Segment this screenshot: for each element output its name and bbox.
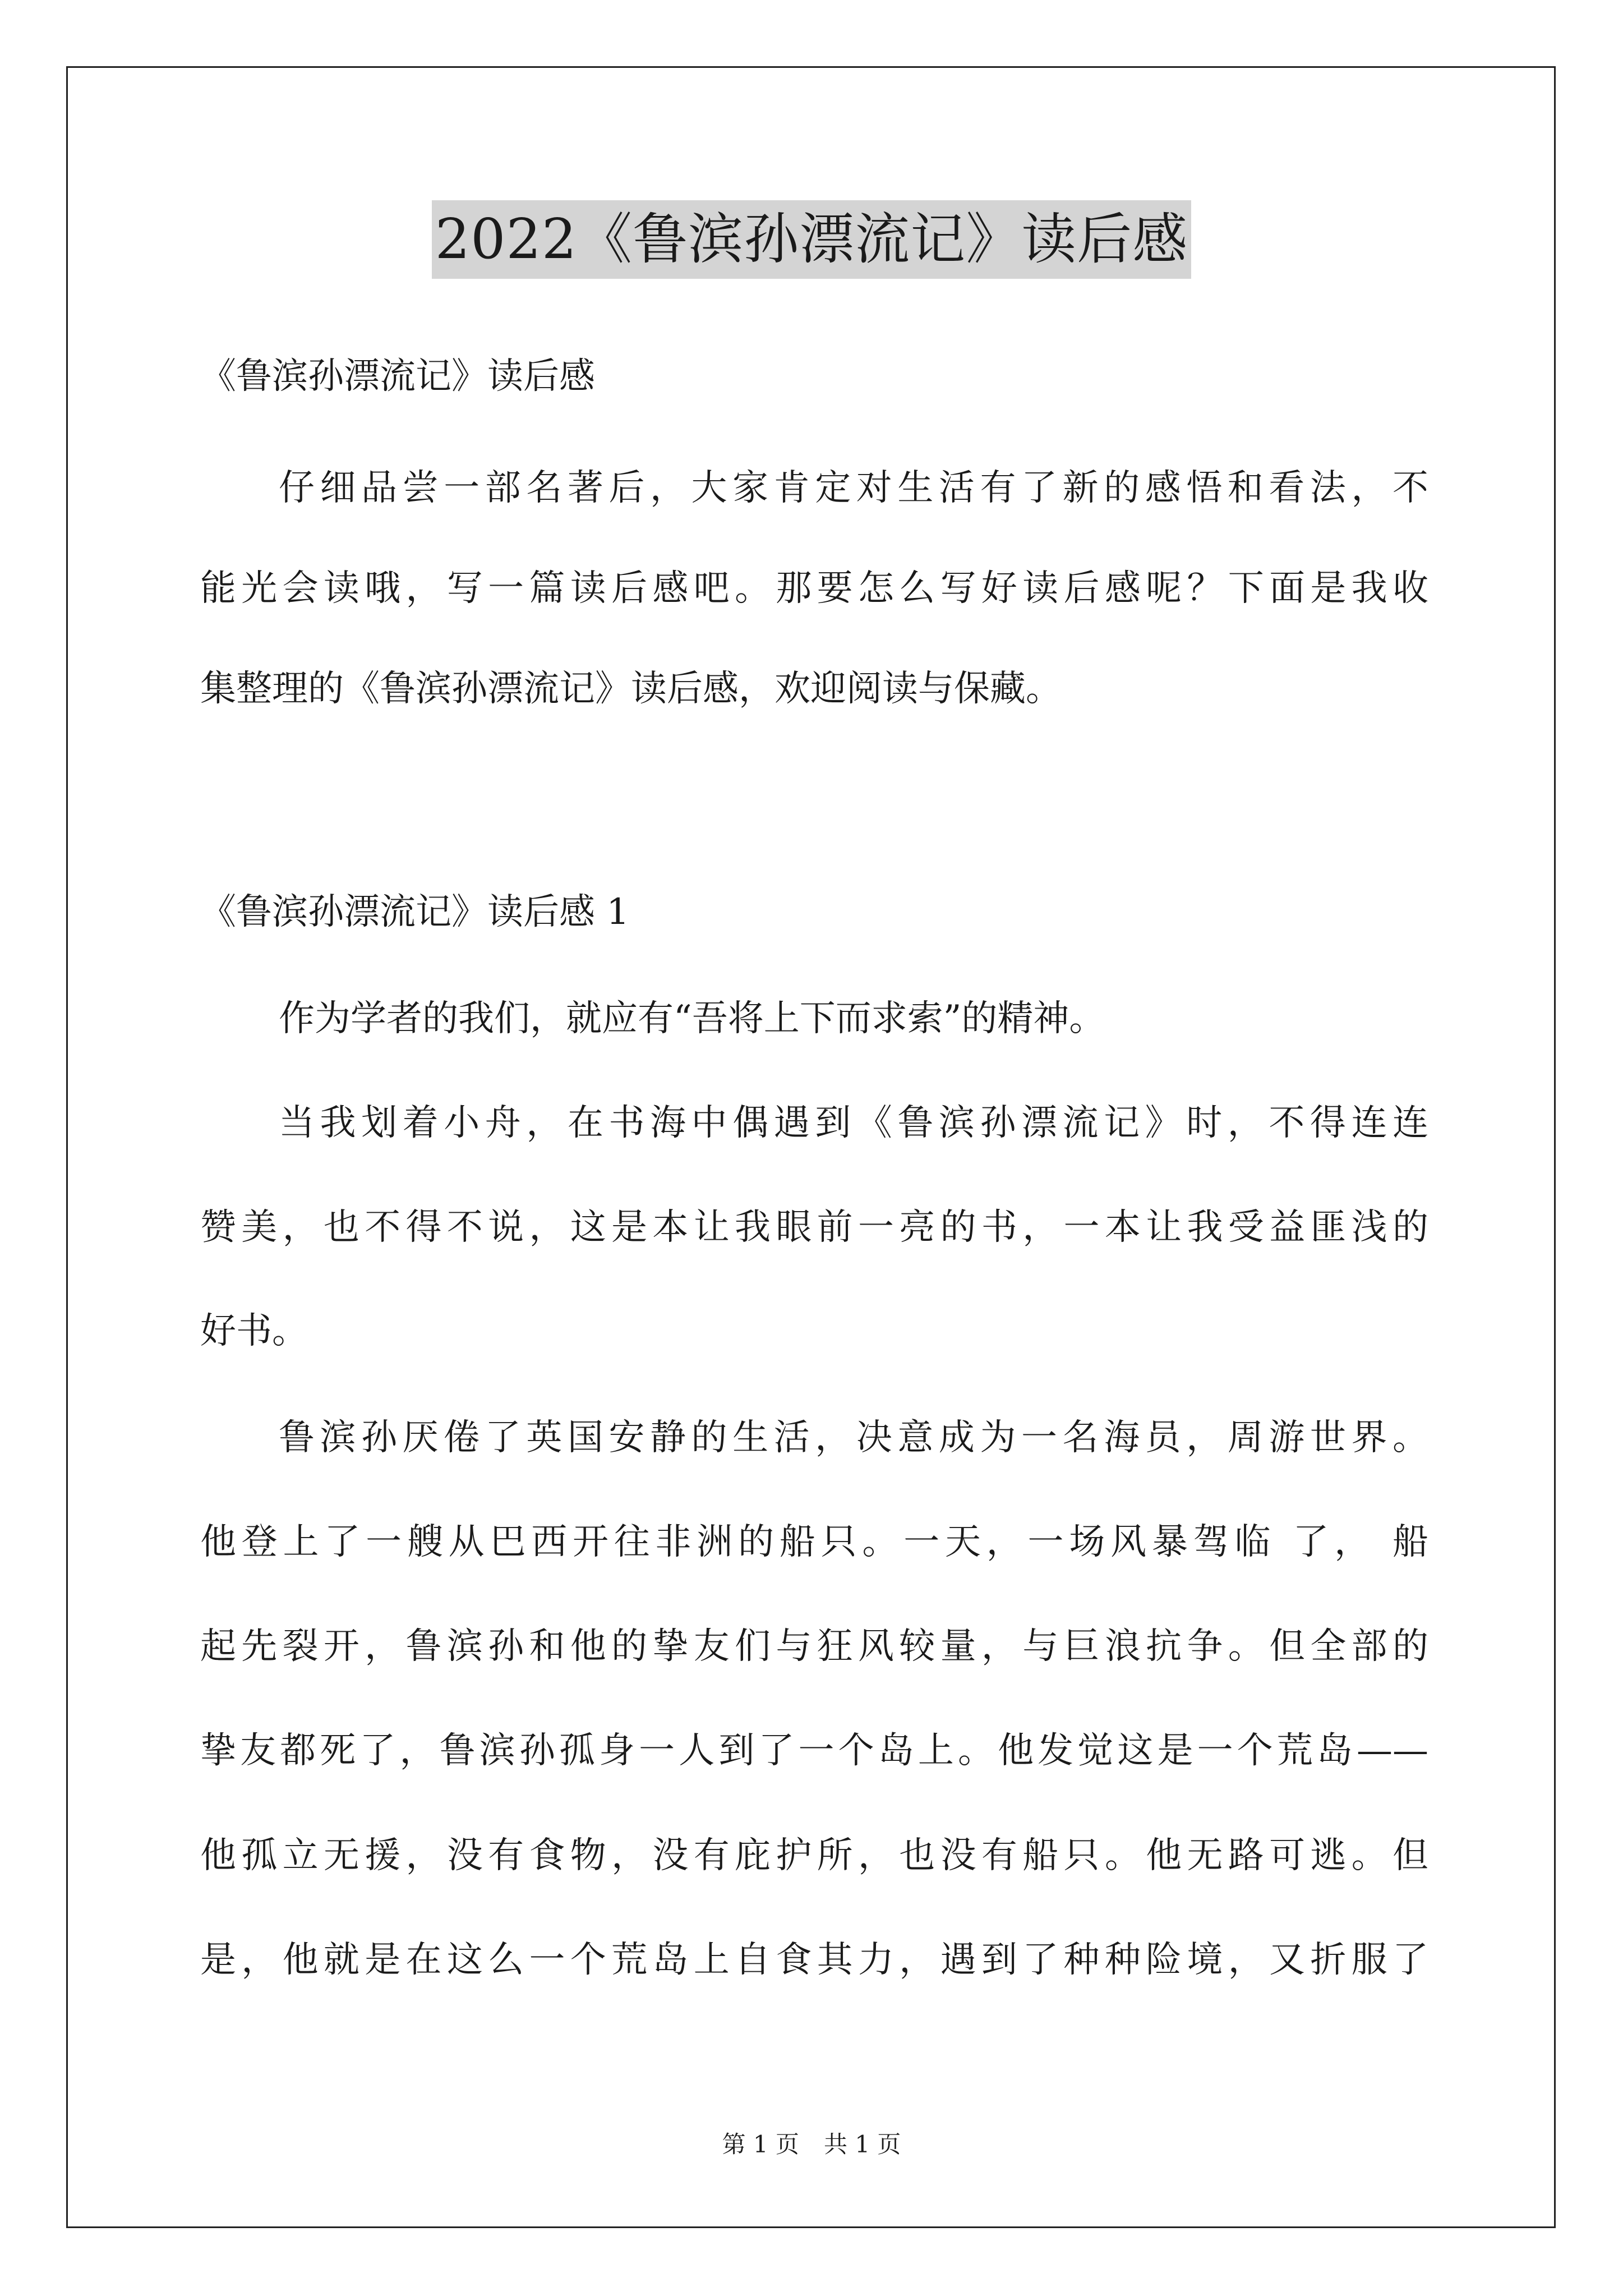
paragraph-line: 他登上了一艘从巴西开往非洲的船只。一天，一场风暴驾临 了， 船: [200, 1521, 1428, 1563]
paragraph-line: 集整理的《鲁滨孙漂流记》读后感，欢迎阅读与保藏。: [200, 668, 1062, 710]
page-total: 共 1 页: [824, 2131, 901, 2158]
page-number: 第 1 页: [722, 2131, 799, 2158]
paragraph-line: 当我划着小舟，在书海中偶遇到《鲁滨孙漂流记》时，不得连连: [279, 1102, 1428, 1144]
paragraph-line: 是，他就是在这么一个荒岛上自食其力，遇到了种种险境，又折服了: [200, 1939, 1428, 1981]
paragraph-line: 挚友都死了，鲁滨孙孤身一人到了一个岛上。他发觉这是一个荒岛——: [200, 1730, 1428, 1772]
subtitle-heading: 《鲁滨孙漂流记》读后感: [200, 356, 595, 397]
paragraph-line: 仔细品尝一部名著后，大家肯定对生活有了新的感悟和看法，不: [279, 467, 1428, 509]
paragraph-line: 作为学者的我们，就应有“吾将上下而求索”的精神。: [279, 998, 1105, 1039]
section-heading: 《鲁滨孙漂流记》读后感 1: [200, 891, 630, 933]
paragraph-line: 赞美，也不得不说，这是本让我眼前一亮的书，一本让我受益匪浅的: [200, 1207, 1428, 1248]
paragraph-line: 好书。: [200, 1310, 308, 1352]
document-title: 2022《鲁滨孙漂流记》读后感: [432, 200, 1191, 279]
page-footer: [0, 2128, 1623, 2161]
paragraph-line: 他孤立无援，没有食物，没有庇护所，也没有船只。他无路可逃。但: [200, 1835, 1428, 1876]
paragraph-line: 能光会读哦，写一篇读后感吧。那要怎么写好读后感呢？下面是我收: [200, 568, 1428, 609]
paragraph-line: 鲁滨孙厌倦了英国安静的生活，决意成为一名海员，周游世界。: [279, 1417, 1428, 1458]
paragraph-line: 起先裂开，鲁滨孙和他的挚友们与狂风较量，与巨浪抗争。但全部的: [200, 1626, 1428, 1667]
title-container: [0, 200, 1623, 279]
